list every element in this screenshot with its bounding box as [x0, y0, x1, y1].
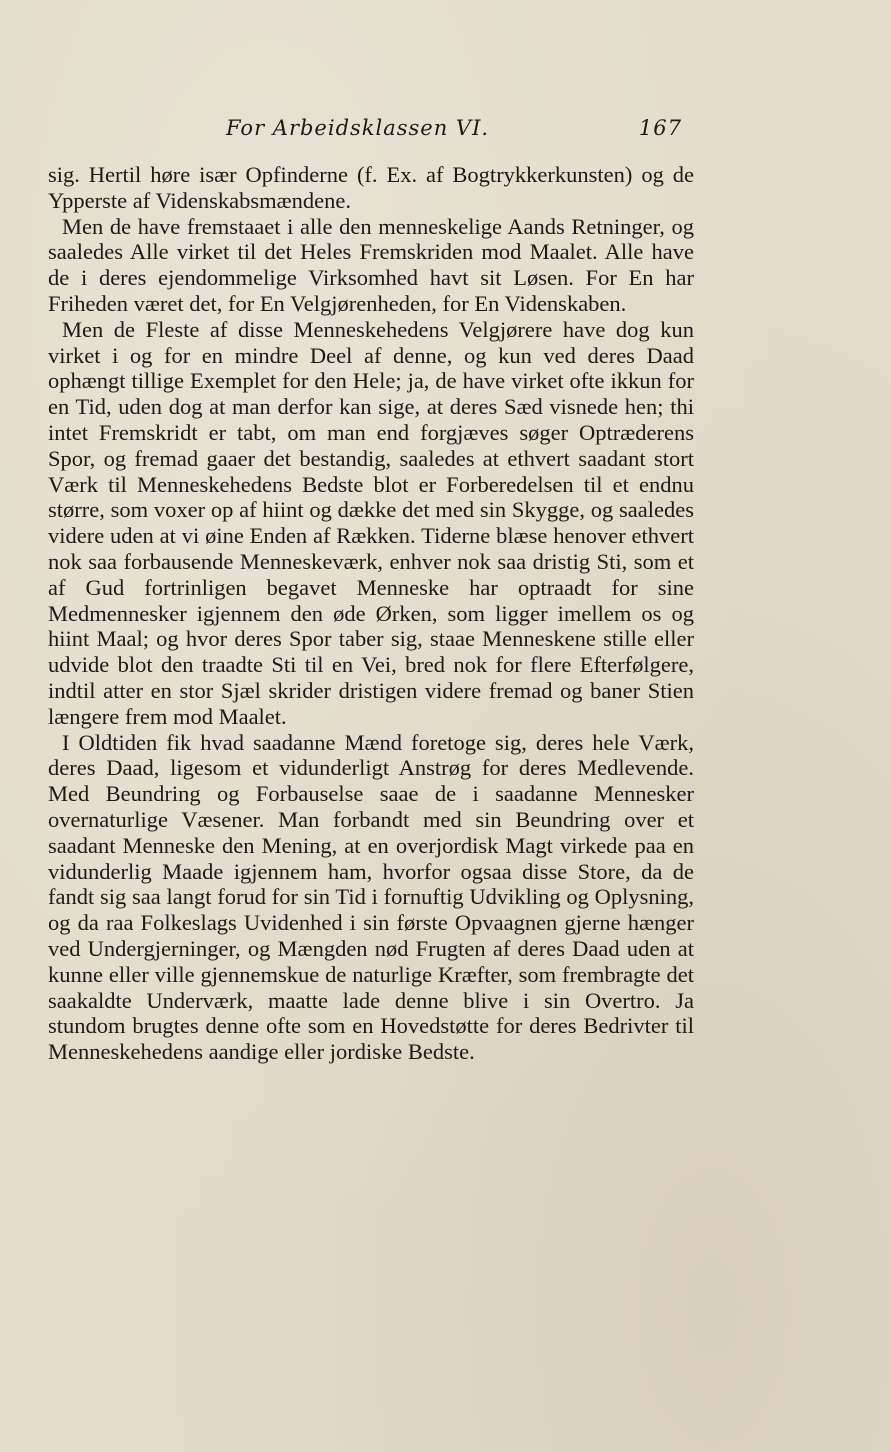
paragraph: Men de have fremstaaet i alle den menneskelige Aands Retninger, og saaledes Alle virket til det Heles Fremskriden mod Maalet. Alle have de i deres ejendommelige Virksomhed havt sit Løsen. For En har Friheden været det, for En Velgjørenheden, for En Videnskaben. [48, 213, 694, 316]
paragraph: I Oldtiden fik hvad saadanne Mænd foretoge sig, deres hele Værk, deres Daad, ligesom et vidunderligt Anstrøg for deres Medlevende. Med Beundring og Forbauselse saae de i saadanne Mennesker overnaturlige Væsener. Man forbandt med sin Beundring over et saadant Menneske den Mening, at en overjordisk Magt virkede paa en vidunderlig Maade igjennem ham, hvorfor ogsaa disse Store, da de fandt sig saa langt forud for sin Tid i fornuftig Udvikling og Oplysning, og da raa Folkeslags Uvidenhed i sin første Opvaagnen gjerne hænger ved Undergjerninger, og Mængden nød Frugten af deres Daad uden at kunne eller ville gjennemskue de naturlige Kræfter, som frembragte det saakaldte Underværk, maatte lade denne blive i sin Overtro. Ja stundom brugtes denne ofte som en Hovedstøtte for deres Bedrivter til Menneskehedens aandige eller jordiske Bedste. [48, 729, 694, 1065]
paragraph-continuation: sig. Hertil høre især Opfinderne (f. Ex. af Bogtrykkerkunsten) og de Ypperste af Videnskabsmændene. [48, 162, 694, 213]
running-head [48, 112, 694, 146]
running-title: For Arbeidsklassen VI. [226, 116, 490, 140]
page-number: 167 [638, 116, 682, 140]
body-text [48, 162, 694, 1065]
paragraph: Men de Fleste af disse Menneskehedens Velgjørere have dog kun virket i og for en mindre Deel af denne, og kun ved deres Daad ophængt tillige Exemplet for den Hele; ja, de have virket ofte ikkun for en Tid, uden dog at man derfor kan sige, at deres Sæd visnede hen; thi intet Fremskridt er tabt, om man end forgjæves søger Optræderens Spor, og fremad gaaer det bestandig, saaledes at ethvert saadant stort Værk til Menneskehedens Bedste blot er Forberedelsen til et endnu større, som voxer op af hiint og dække det med sin Skygge, og saaledes videre uden at vi øine Enden af Rækken. Tiderne blæse henover ethvert nok saa forbausende Menneskeværk, enhver nok saa dristig Sti, som et af Gud fortrinligen begavet Menneske har optraadt for sine Medmennesker igjennem den øde Ørken, som ligger imellem os og hiint Maal; og hvor deres Spor taber sig, staae Menneskene stille eller udvide blot den traadte Sti til en Vei, bred nok for flere Efterfølgere, indtil atter en stor Sjæl skrider dristigen videre fremad og baner Stien længere frem mod Maalet. [48, 316, 694, 729]
